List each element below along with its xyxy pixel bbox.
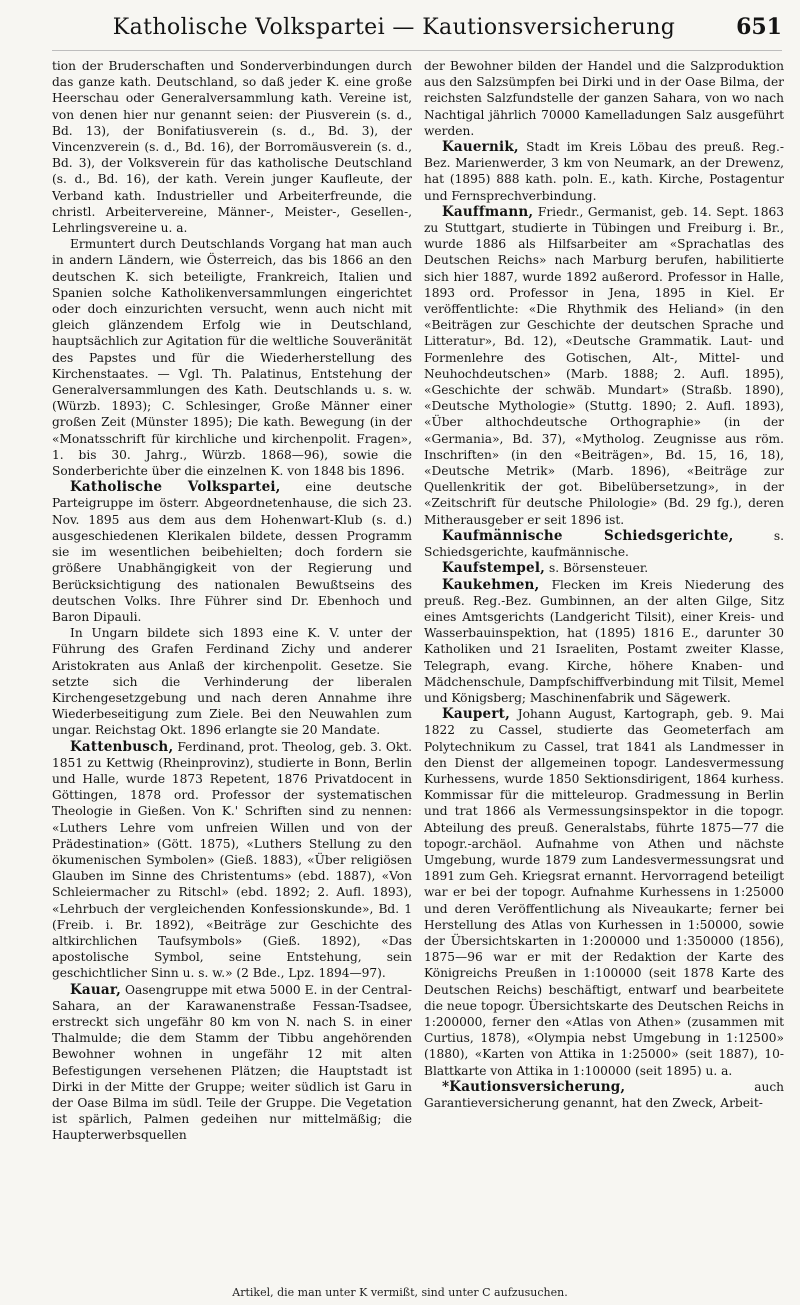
entry-headword: Kauffmann, bbox=[442, 203, 534, 220]
paragraph: Ermuntert durch Deutschlands Vorgang hat man auch in andern Ländern, wie Österreich, das bis 1866 an den deutschen K. sich beteiligte, Frankreich, Italien und Spanien solche Katholikenversammlungen eingerichtet oder doch einzurichten versucht, wenn auch nicht mit gleich glänzendem Erfolg wie in Deutschland, hauptsächlich zur Agitation für die weltliche Souveränität des Papstes und für die Wiederherstellung des Kirchenstaates. — Vgl. Th. Palatinus, Entstehung der Generalversammlungen des Kath. Deutschlands u. s. w. (Würzb. 1893); C. Schlesinger, Große Männer einer großen Zeit (Münster 1895); Die kath. Bewegung (in der «Monatsschrift für kirchliche und kirchenpolit. Fragen», 1. bis 30. Jahrg., Würzb. 1868—96), sowie die Sonderberichte über die einzelnen K. von 1848 bis 1896. bbox=[52, 237, 412, 479]
entry-text: s. Schiedsgerichte, kaufmännische. bbox=[424, 528, 784, 560]
entry-text: Stadt im Kreis Löbau des preuß. Reg.-Bez. Marienwerder, 3 km von Neumark, an der Drewenz, hat (1895) 888 kath. poln. E., kath. Kirche, Postagentur und Fernsprechverbindung. bbox=[424, 140, 784, 203]
entry-headword: Katholische Volkspartei, bbox=[70, 479, 281, 496]
dictionary-entry bbox=[424, 1079, 784, 1111]
page-number: 651 bbox=[736, 14, 782, 40]
entry-headword: Kaukehmen, bbox=[442, 576, 540, 593]
entry-headword: Kattenbusch, bbox=[70, 738, 174, 755]
paragraph: In Ungarn bildete sich 1893 eine K. V. unter der Führung des Grafen Ferdinand Zichy und anderer Aristokraten aus Anlaß der kirchenpolit. Gesetze. Sie setzte sich die Verhinderung der liberalen Kirchengesetzgebung und nach deren Annahme ihre Wiederbeseitigung zum Ziele. Bei den Neuwahlen zum ungar. Reichstag Okt. 1896 erlangte sie 20 Mandate. bbox=[52, 626, 412, 738]
dictionary-entry bbox=[52, 739, 412, 982]
dictionary-entry bbox=[52, 982, 412, 1144]
entry-text: eine deutsche Parteigruppe im österr. Abgeordnetenhause, die sich 23. Nov. 1895 aus dem aus dem Hohenwart-Klub (s. d.) ausgeschiedenen Klerikalen bildete, dessen Programm sie im wesentlichen beibehielten; doch fordern sie größere Unabhängigkeit von der Regierung und Berücksichtigung des nationalen Bewußtseins des deutschen Volks. Ihre Führer sind Dr. Ebenhoch und Baron Dipauli. bbox=[52, 480, 412, 624]
entry-text: Flecken im Kreis Niederung des preuß. Reg.-Bez. Gumbinnen, an der alten Gilge, Sitz eines Amtsgerichts (Landgericht Tilsit), einer Kreis- und Wasserbauinspektion, hat (1895) 1816 E., darunter 30 Katholiken und 21 Israeliten, Postamt zweiter Klasse, Telegraph, evang. Kirche, höhere Knaben- und Mädchenschule, Dampfschiffverbindung mit Tilsit, Memel und Königsberg; Maschinenfabrik und Sägewerk. bbox=[424, 577, 784, 705]
running-title: Katholische Volkspartei — Kautionsversicherung bbox=[112, 15, 676, 40]
entry-headword: Kaufstempel, bbox=[442, 560, 546, 577]
entry-headword: Kauar, bbox=[70, 981, 122, 998]
entry-headword: Kaufmännische Schiedsgerichte, bbox=[442, 527, 734, 544]
entry-headword: Kauernik, bbox=[442, 139, 519, 156]
entry-text: s. Börsensteuer. bbox=[545, 561, 649, 576]
dictionary-entry bbox=[424, 528, 784, 560]
entry-text: Friedr., Germanist, geb. 14. Sept. 1863 zu Stuttgart, studierte in Tübingen und Freiburg i. Br., wurde 1886 als Hilfsarbeiter am «Sprachatlas des Deutschen Reichs» nach Marburg berufen, habilitierte sich hier 1887, wurde 1892 außerord. Professor in Halle, 1893 ord. Professor in Jena, 1895 in Kiel. Er veröffentlichte: «Die Rhythmik des Heliand» (in den «Beiträgen zur Geschichte der deutschen Sprache und Litteratur», Bd. 12), «Deutsche Grammatik. Laut- und Formenlehre des Gotischen, Alt-, Mittel- und Neuhochdeutschen» (Marb. 1888; 2. Aufl. 1895), «Geschichte der schwäb. Mundart» (Straßb. 1890), «Deutsche Mythologie» (Stuttg. 1890; 2. Aufl. 1893), «Über althochdeutsche Orthographie» (in der «Germania», Bd. 37), «Mytholog. Zeugnisse aus röm. Inschriften» (in den «Beiträgen», Bd. 15, 16, 18), «Deutsche Metrik» (Marb. 1896), «Beiträge zur Quellenkritik der got. Bibelübersetzung», in der «Zeitschrift für deutsche Philologie» (Bd. 29 fg.), deren Mitherausgeber er seit 1896 ist. bbox=[424, 204, 784, 527]
entry-text: Oasengruppe mit etwa 5000 E. in der Central-Sahara, an der Karawanenstraße Fessan-Tsadsee, erstreckt sich ungefähr 80 km von N. nach S. in einer Thalmulde; die dem Stamm der Tibbu angehörenden Bewohner wohnen in ungefähr 12 mit alten Befestigungen versehenen Plätzen; die Hauptstadt ist Dirki in der Mitte der Gruppe; weiter südlich ist Garu in der Oase Bilma im südl. Teile der Gruppe. Die Vegetation ist spärlich, Palmen gedeihen nur mittelmäßig; die Haupterwerbsquellen bbox=[52, 982, 412, 1143]
page-header bbox=[52, 14, 782, 51]
dictionary-entry bbox=[424, 577, 784, 707]
dictionary-entry bbox=[424, 706, 784, 1079]
continued-paragraph: tion der Bruderschaften und Sonderverbindungen durch das ganze kath. Deutschland, so daß jeder K. eine große Heerschau oder Generalversammlung kath. Vereine ist, von denen hier nur genannt seien: der Piusverein (s. d., Bd. 13), der Bonifatiusverein (s. d., Bd. 3), der Vincenzverein (s. d., Bd. 16), der Borromäusverein (s. d., Bd. 3), der Volksverein für das katholische Deutschland (s. d., Bd. 16), der kath. Verein junger Kaufleute, der Verband kath. Industrieller und Arbeiterfreunde, die christl. Arbeitervereine, Männer-, Meister-, Gesellen-, Lehrlingsvereine u. a. bbox=[52, 59, 412, 236]
right-column bbox=[424, 58, 784, 1279]
entry-text: auch Garantieversicherung genannt, hat den Zweck, Arbeit- bbox=[424, 1079, 784, 1110]
text-columns bbox=[52, 58, 784, 1279]
page-footer-note: Artikel, die man unter K vermißt, sind unter C aufzusuchen. bbox=[232, 1286, 568, 1299]
dictionary-entry bbox=[424, 204, 784, 528]
left-column bbox=[52, 58, 412, 1279]
dictionary-entry bbox=[424, 560, 784, 576]
dictionary-entry bbox=[424, 139, 784, 204]
entry-headword: Kaupert, bbox=[442, 706, 510, 723]
entry-text: Ferdinand, prot. Theolog, geb. 3. Okt. 1851 zu Kettwig (Rheinprovinz), studierte in Bonn, Berlin und Halle, wurde 1873 Repetent, 1876 Privatdocent in Göttingen, 1878 ord. Professor der systematischen Theologie in Gießen. Von K.' Schriften sind zu nennen: «Luthers Lehre vom unfreien Willen und von der Prädestination» (Gött. 1875), «Luthers Stellung zu den ökumenischen Symbolen» (Gieß. 1883), «Über religiösen Glauben im Sinne des Christentums» (ebd. 1887), «Von Schleiermacher zu Ritschl» (ebd. 1892; 2. Aufl. 1893), «Lehrbuch der vergleichenden Konfessionskunde», Bd. 1 (Freib. i. Br. 1892), «Beiträge zur Geschichte des altkirchlichen Taufsymbols» (Gieß. 1892), «Das apostolische Symbol, seine Entstehung, sein geschichtlicher Sinn u. s. w.» (2 Bde., Lpz. 1894—97). bbox=[52, 739, 412, 981]
dictionary-entry bbox=[52, 479, 412, 625]
entry-headword: *Kautionsversicherung, bbox=[442, 1078, 626, 1095]
continued-paragraph: der Bewohner bilden der Handel und die Salzproduktion aus den Salzsümpfen bei Dirki und in der Oase Bilma, der reichsten Salzfundstelle der ganzen Sahara, von wo nach Nachtigal jährlich 70000 Kamelladungen Salz ausgeführt werden. bbox=[424, 59, 784, 138]
entry-text: Johann August, Kartograph, geb. 9. Mai 1822 zu Cassel, studierte das Geometerfach am Polytechnikum zu Cassel, trat 1841 als Landmesser in den Dienst der allgemeinen topogr. Landesvermessung Kurhessens, wurde 1850 Sektionsdirigent, 1864 kurhess. Kommissar für die mitteleurop. Gradmessung in Berlin und trat 1866 als Vermessungsinspektor in die topogr. Abteilung des preuß. Generalstabs, führte 1875—77 die topogr.-archäol. Aufnahme von Athen und nächste Umgebung, wurde 1879 zum Landesvermessungsrat und 1891 zum Geh. Kriegsrat ernannt. Hervorragend beteiligt war er bei der topogr. Aufnahme Kurhessens in 1:25000 und deren Veröffentlichung als Niveaukarte; ferner bei Herstellung des Atlas von Kurhessen in 1:50000, sowie der Übersichtskarten in 1:200000 und 1:350000 (1856), 1875—96 war er mit der Redaktion der Karte des Königreichs Preußen in 1:100000 (seit 1878 Karte des Deutschen Reichs) beschäftigt, entwarf und bearbeitete die neue topogr. Übersichtskarte des Deutschen Reichs in 1:200000, ferner den «Atlas von Athen» (zusammen mit Curtius, 1878), «Olympia nebst Umgebung in 1:12500» (1880), «Karten von Attika in 1:25000» (seit 1887), 10-Blattkarte von Attika in 1:100000 (seit 1895) u. a. bbox=[424, 707, 784, 1078]
